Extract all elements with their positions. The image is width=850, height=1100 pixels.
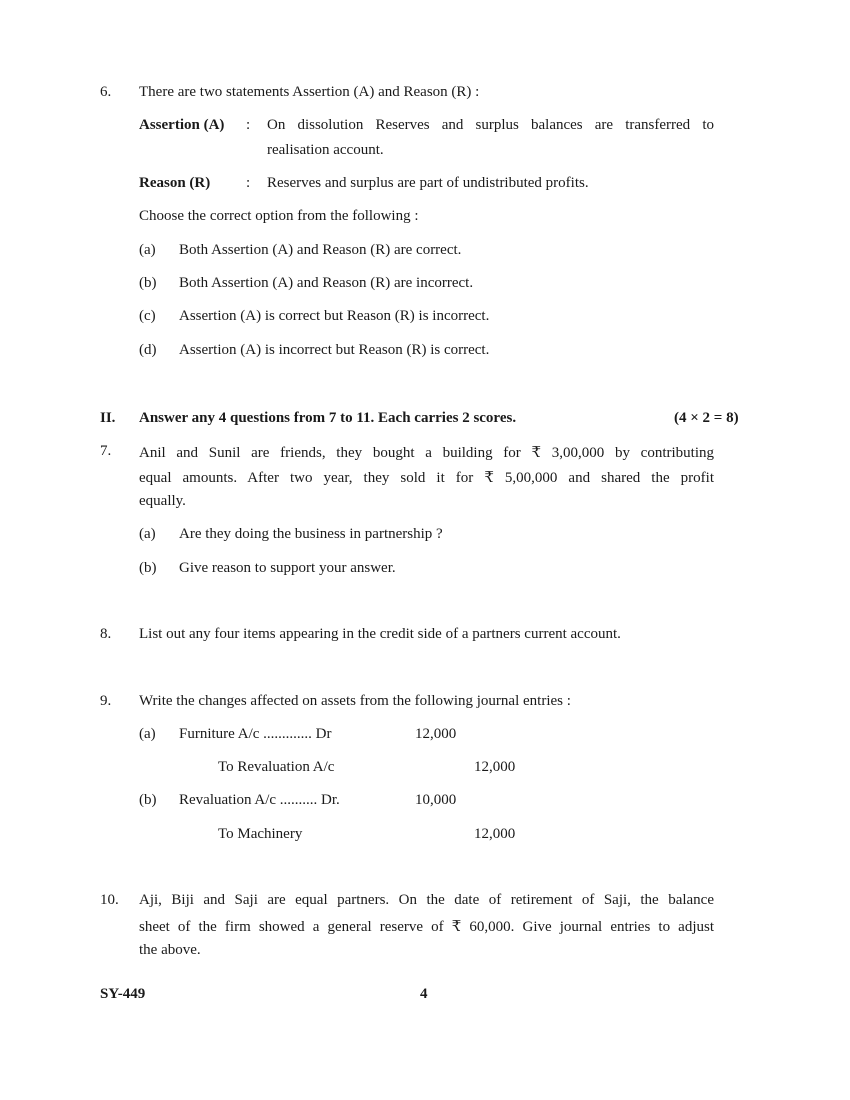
q9-entry-a-label: (a) (139, 726, 156, 742)
q9-entry-b-credit-amount: 12,000 (474, 826, 516, 842)
q6-option-a-label: (a) (139, 242, 156, 258)
reason-text: Reserves and surplus are part of undistributed profits. (267, 175, 589, 191)
q10-text-line3: the above. (139, 942, 201, 958)
q7-option-a-label: (a) (139, 526, 156, 542)
q8-text: List out any four items appearing in the credit side of a partners current account. (139, 626, 621, 642)
q6-option-c-text: Assertion (A) is correct but Reason (R) is incorrect. (179, 308, 490, 324)
reason-label: Reason (R) (139, 175, 211, 191)
reason-colon: : (246, 175, 251, 191)
q6-option-c-label: (c) (139, 308, 156, 324)
q9-entry-a-credit-amount: 12,000 (474, 759, 516, 775)
assertion-colon: : (246, 117, 251, 133)
assertion-text-line2: realisation account. (267, 142, 384, 158)
assertion-text-line1: On dissolution Reserves and surplus balances are transferred to (267, 117, 714, 133)
q7-text-line1: Anil and Sunil are friends, they bought a building for ₹ 3,00,000 by contributing (139, 445, 714, 461)
q6-option-b-text: Both Assertion (A) and Reason (R) are incorrect. (179, 275, 474, 291)
q9-entry-b-credit-text: To Machinery (218, 826, 303, 842)
q9-entry-a-debit-text: Furniture A/c ............. Dr (179, 726, 332, 742)
assertion-label: Assertion (A) (139, 117, 225, 133)
section-heading: Answer any 4 questions from 7 to 11. Each carries 2 scores. (139, 410, 517, 426)
q6-option-b-label: (b) (139, 275, 157, 291)
q7-text-line2: equal amounts. After two year, they sold it for ₹ 5,00,000 and shared the profit (139, 470, 714, 486)
q6-option-a-text: Both Assertion (A) and Reason (R) are correct. (179, 242, 462, 258)
q9-text: Write the changes affected on assets from the following journal entries : (139, 693, 571, 709)
page-number: 4 (420, 986, 428, 1002)
q7-option-b-label: (b) (139, 560, 157, 576)
q7-text-line3: equally. (139, 493, 186, 509)
paper-code: SY-449 (100, 986, 146, 1002)
q7-option-b-text: Give reason to support your answer. (179, 560, 396, 576)
q9-number: 9. (100, 693, 112, 709)
q10-text-line1: Aji, Biji and Saji are equal partners. On the date of retirement of Saji, the balance (139, 892, 714, 908)
q9-entry-a-credit-text: To Revaluation A/c (218, 759, 335, 775)
q6-option-d-label: (d) (139, 342, 157, 358)
q9-entry-a-debit-amount: 12,000 (415, 726, 457, 742)
q8-number: 8. (100, 626, 112, 642)
q10-text-line2: sheet of the firm showed a general reserve of ₹ 60,000. Give journal entries to adjust (139, 919, 714, 935)
q10-number: 10. (100, 892, 119, 908)
q6-intro: There are two statements Assertion (A) and Reason (R) : (139, 84, 480, 100)
q9-entry-b-debit-amount: 10,000 (415, 792, 457, 808)
q9-entry-b-label: (b) (139, 792, 157, 808)
q9-entry-b-debit-text: Revaluation A/c .......... Dr. (179, 792, 340, 808)
q7-number: 7. (100, 443, 112, 459)
section-marks: (4 × 2 = 8) (674, 410, 739, 426)
q6-option-d-text: Assertion (A) is incorrect but Reason (R) is correct. (179, 342, 490, 358)
q7-option-a-text: Are they doing the business in partnership ? (179, 526, 443, 542)
q6-number: 6. (100, 84, 112, 100)
q6-choose-text: Choose the correct option from the following : (139, 208, 419, 224)
section-number: II. (100, 410, 116, 426)
